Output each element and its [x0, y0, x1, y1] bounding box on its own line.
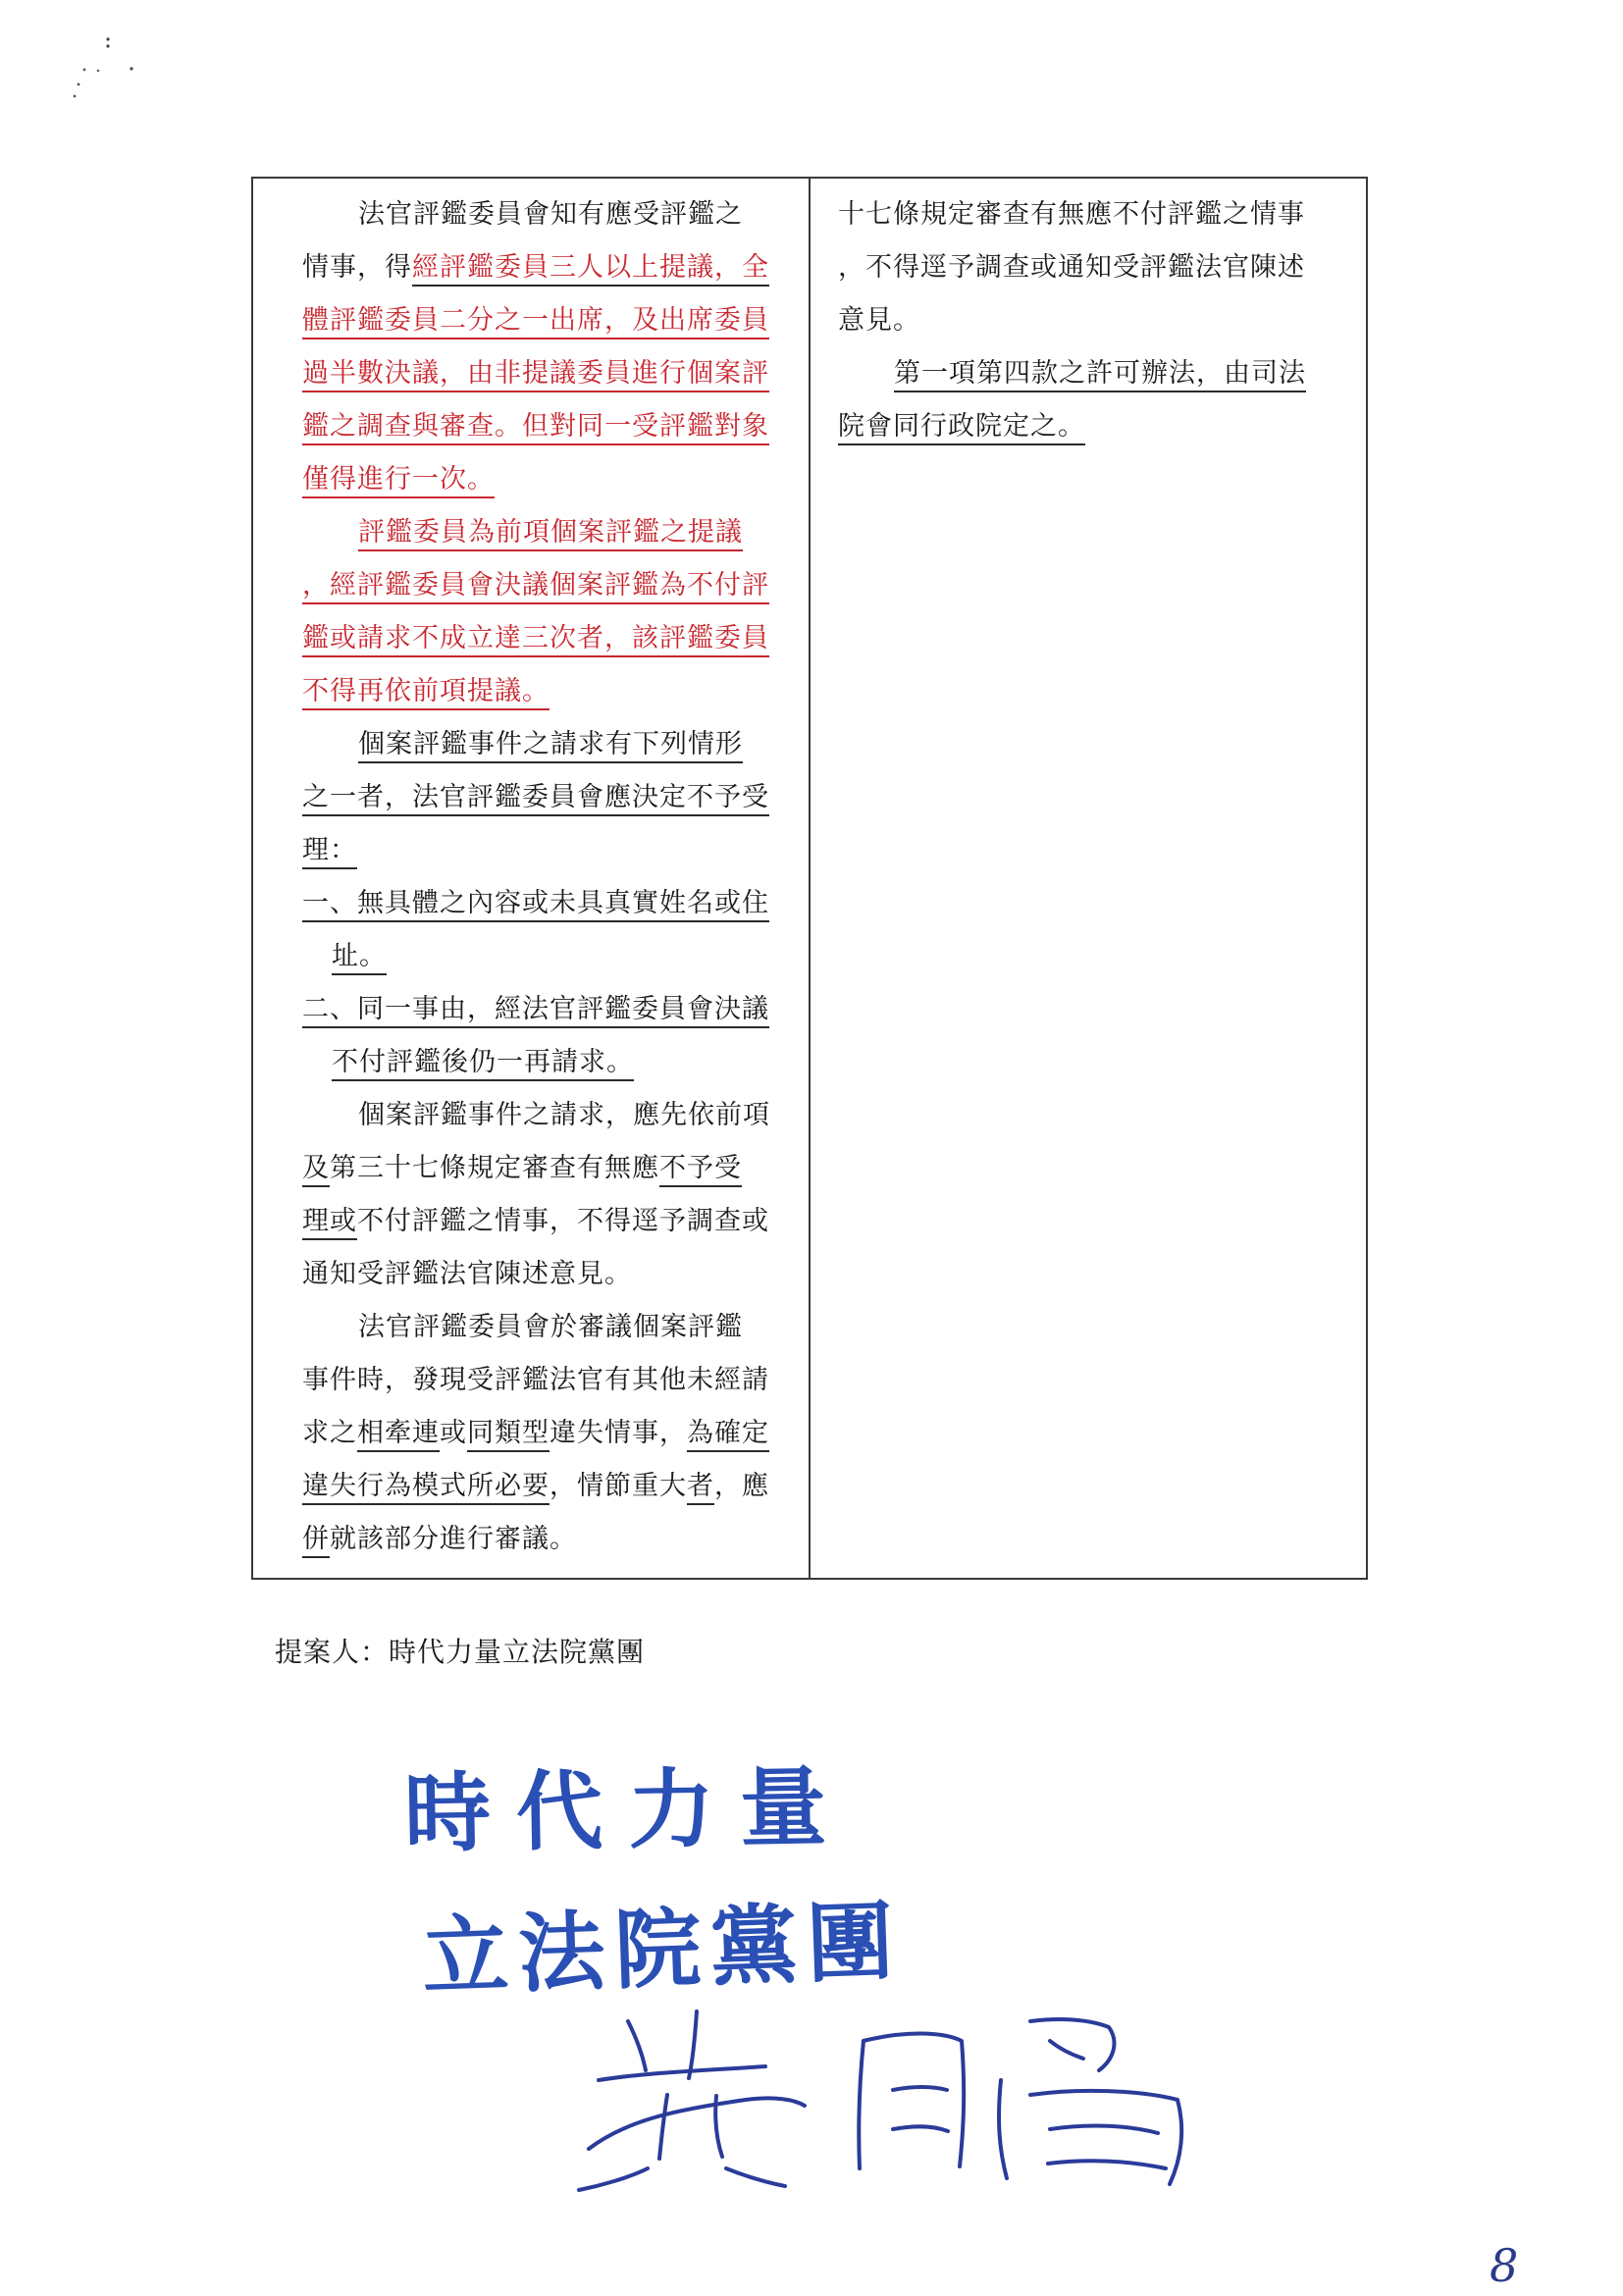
- text-line: 址。: [302, 930, 793, 983]
- text-line: 求之相牽連或同類型違失情事，為確定: [302, 1407, 793, 1460]
- right-column: [838, 188, 1348, 453]
- text-line: 法官評鑑委員會於審議個案評鑑: [358, 1312, 743, 1342]
- text-line: 不付評鑑後仍一再請求。: [302, 1036, 793, 1089]
- amended-text-line: 評鑑委員為前項個案評鑑之提議: [302, 506, 793, 559]
- proposer-line: 提案人：時代力量立法院黨團: [275, 1636, 646, 1668]
- text-line: 意見。: [838, 305, 920, 336]
- amended-text-line: 不得再依前項提議。: [302, 665, 793, 718]
- text-line: 第一項第四款之許可辦法，由司法: [838, 347, 1348, 400]
- text-line: 院會同行政院定之。: [838, 400, 1348, 453]
- amended-text-line: ，經評鑑委員會決議個案評鑑為不付評: [302, 559, 793, 612]
- list-item-2: [302, 983, 793, 1089]
- text-line: 一、無具體之內容或未具真實姓名或住: [302, 877, 793, 930]
- paragraph-2: [302, 506, 793, 718]
- list-item-1: [302, 877, 793, 983]
- text-line: 通知受評鑑法官陳述意見。: [302, 1259, 632, 1289]
- amendment-comparison-table: [251, 177, 1368, 1580]
- stamp-line-2: 立法院黨團: [420, 1889, 905, 2009]
- amended-text-line: 鑑之調查與審查。但對同一受評鑑對象: [302, 400, 793, 453]
- amended-text-line: 僅得進行一次。: [302, 453, 793, 506]
- text-line: 個案評鑑事件之請求，應先依前項: [358, 1100, 770, 1130]
- paragraph-2: [838, 347, 1348, 453]
- amended-text-line: 體評鑑委員二分之一出席，及出席委員: [302, 294, 793, 347]
- text-line: 個案評鑑事件之請求有下列情形: [302, 718, 793, 771]
- text-line: 二、同一事由，經法官評鑑委員會決議: [302, 983, 793, 1036]
- amended-text-line: 過半數決議，由非提議委員進行個案評: [302, 347, 793, 400]
- party-caucus-stamp: [393, 1742, 905, 2009]
- text-line: 理或不付評鑑之情事，不得逕予調查或: [302, 1195, 793, 1248]
- scan-specks: [39, 29, 157, 118]
- text-line: 理：: [302, 824, 793, 877]
- column-divider: [809, 179, 811, 1578]
- page-number: 8: [1490, 2239, 1519, 2292]
- text-line: 法官評鑑委員會知有應受評鑑之: [358, 199, 743, 230]
- paragraph-4: [302, 1089, 793, 1301]
- paragraph-1: [838, 188, 1348, 347]
- text-line: ，不得逕予調查或通知受評鑑法官陳述: [838, 252, 1305, 283]
- text-line: 事件時，發現受評鑑法官有其他未經請: [302, 1365, 769, 1395]
- text-line: 十七條規定審查有無應不付評鑑之情事: [838, 199, 1305, 230]
- stamp-line-1: 時代力量: [403, 1754, 853, 1865]
- paragraph-5: [302, 1301, 793, 1566]
- handwritten-signature: [569, 2002, 1217, 2198]
- paragraph-1: [302, 188, 793, 506]
- text-line: 之一者，法官評鑑委員會應決定不予受: [302, 771, 793, 824]
- text-line: 情事，得經評鑑委員三人以上提議，全: [302, 241, 793, 294]
- paragraph-3: [302, 718, 793, 877]
- text-line: 併就該部分進行審議。: [302, 1513, 793, 1566]
- amended-text-line: 鑑或請求不成立達三次者，該評鑑委員: [302, 612, 793, 665]
- text-line: 及第三十七條規定審查有無應不予受: [302, 1142, 793, 1195]
- text-line: 違失行為模式所必要，情節重大者，應: [302, 1460, 793, 1513]
- left-column: [302, 188, 793, 1566]
- amended-text: 經評鑑委員三人以上提議，全: [412, 252, 769, 287]
